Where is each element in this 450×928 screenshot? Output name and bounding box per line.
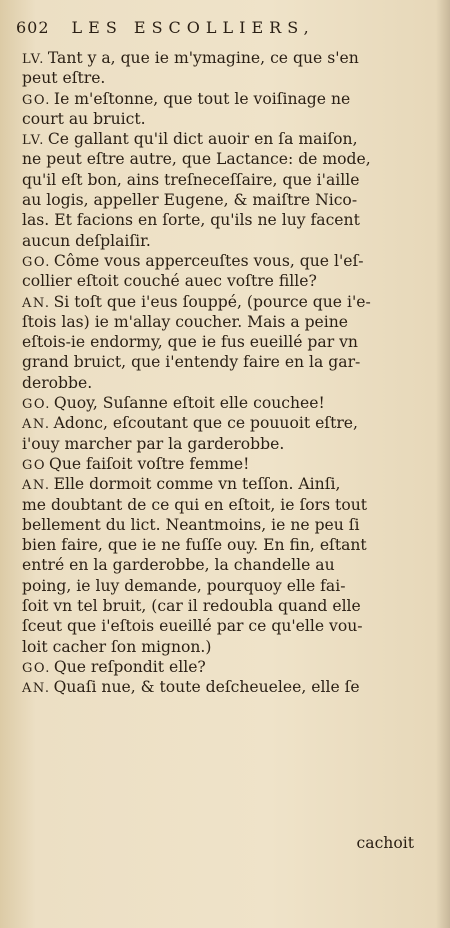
line-text: ſtois las) ie m'allay coucher. Mais a peine	[22, 312, 349, 331]
page-header	[16, 18, 436, 48]
line-text: collier eſtoit couché auec voſtre fille?	[22, 272, 317, 291]
text-line	[22, 332, 426, 352]
text-line	[22, 271, 426, 291]
speaker-label: GO.	[22, 92, 51, 108]
line-text: ne peut eſtre autre, que Lactance: de mode,	[22, 150, 371, 169]
line-text: derobbe.	[22, 373, 93, 392]
speaker-label: AN.	[22, 295, 51, 311]
text-line	[22, 535, 426, 555]
speaker-label: AN.	[22, 417, 51, 433]
page-edge-shadow	[436, 0, 450, 928]
text-line	[22, 637, 426, 657]
line-text: loit cacher ſon mignon.)	[22, 637, 212, 656]
text-line	[22, 312, 426, 332]
text-line	[22, 210, 426, 230]
text-line	[22, 576, 426, 596]
line-text: peut eſtre.	[22, 69, 106, 88]
line-text: ſoit vn tel bruit, (car il redoubla quand elle	[22, 597, 361, 616]
text-line	[22, 515, 426, 535]
text-line	[22, 413, 426, 433]
text-line	[22, 48, 426, 68]
dialogue-text	[22, 48, 426, 698]
line-text: Que reſpondit elle?	[53, 657, 206, 676]
line-text: qu'il eſt bon, ains treſneceſſaire, que i'aille	[22, 170, 360, 189]
line-text: eſtois-ie endormy, que ie fus eueillé par vn	[22, 333, 358, 352]
speaker-label: LV.	[22, 133, 45, 149]
line-text: Si toſt que i'eus ſouppé, (pource que i'e-	[53, 292, 371, 311]
line-text: Elle dormoit comme vn teſſon. Ainſi,	[53, 475, 341, 494]
speaker-label: GO.	[22, 660, 51, 676]
line-text: Tant y a, que ie m'ymagine, ce que s'en	[47, 49, 359, 67]
speaker-label: AN.	[22, 681, 51, 697]
line-text: Ce gallant qu'il dict auoir en ſa maiſon,	[47, 130, 358, 149]
page-number: 602	[16, 18, 50, 37]
line-text: aucun deſplaiſir.	[22, 231, 151, 250]
line-text: bien faire, que ie ne fuſſe ouy. En fin, eſtant	[22, 536, 367, 555]
catchword: cachoit	[356, 834, 414, 852]
text-line	[22, 495, 426, 515]
line-text: Ie m'eſtonne, que tout le voiſinage ne	[53, 89, 351, 108]
line-text: Que faiſoit voſtre femme!	[49, 454, 250, 473]
text-line	[22, 474, 426, 494]
line-text: Quaſi nue, & toute deſcheuelee, elle ſe	[53, 678, 360, 697]
text-line	[22, 109, 426, 129]
line-text: au logis, appeller Eugene, & maiſtre Nico-	[22, 191, 358, 210]
text-line	[22, 677, 426, 697]
text-line	[22, 352, 426, 372]
line-text: me doubtant de ce qui en eſtoit, ie ſors tout	[22, 495, 368, 514]
text-line	[22, 129, 426, 149]
line-text: bellement du lict. Neantmoins, ie ne peu ſi	[22, 515, 360, 534]
speaker-label: LV.	[22, 52, 45, 67]
text-line	[22, 251, 426, 271]
text-line	[22, 454, 426, 474]
text-line	[22, 657, 426, 677]
running-title: LES ESCOLLIERS,	[71, 18, 315, 37]
line-text: entré en la garderobbe, la chandelle au	[22, 556, 335, 575]
text-line	[22, 231, 426, 251]
speaker-label: AN.	[22, 478, 51, 494]
text-line	[22, 149, 426, 169]
line-text: grand bruict, que i'entendy faire en la gar-	[22, 353, 361, 372]
line-text: Quoy, Suſanne eſtoit elle couchee!	[53, 394, 325, 413]
text-line	[22, 434, 426, 454]
line-text: court au bruict.	[22, 109, 146, 128]
text-line	[22, 596, 426, 616]
speaker-label: GO.	[22, 397, 51, 413]
speaker-label: GO	[22, 457, 47, 473]
line-text: Adonc, eſcoutant que ce pouuoit eſtre,	[53, 414, 358, 433]
line-text: poing, ie luy demande, pourquoy elle fai-	[22, 576, 346, 595]
text-line	[22, 170, 426, 190]
text-line	[22, 292, 426, 312]
text-line	[22, 555, 426, 575]
text-line	[22, 373, 426, 393]
text-line	[22, 68, 426, 88]
text-line	[22, 89, 426, 109]
text-line	[22, 190, 426, 210]
line-text: Côme vous apperceuſtes vous, que l'eſ-	[53, 251, 364, 270]
text-line	[22, 616, 426, 636]
line-text: i'ouy marcher par la garderobbe.	[22, 434, 285, 453]
speaker-label: GO.	[22, 254, 51, 270]
line-text: las. Et facions en ſorte, qu'ils ne luy facent	[22, 211, 360, 230]
text-line	[22, 393, 426, 413]
line-text: ſceut que i'eſtois eueillé par ce qu'elle vou-	[22, 617, 363, 636]
